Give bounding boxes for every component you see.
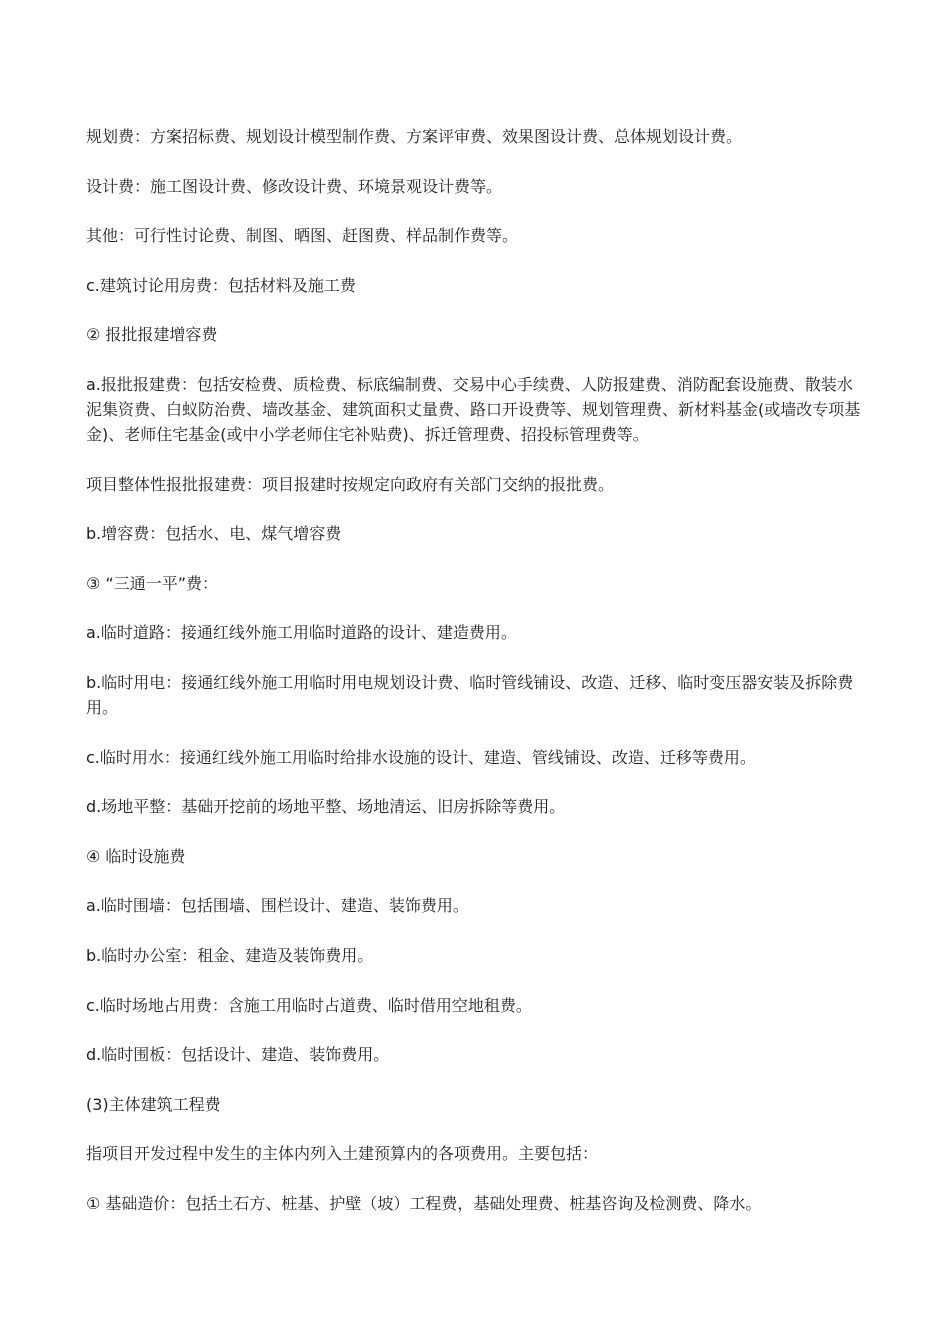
paragraph-research-building-fee: c.建筑讨论用房费：包括材料及施工费 (86, 275, 356, 295)
paragraph-main-building-intro: 指项目开发过程中发生的主体内列入土建预算内的各项费用。主要包括： (86, 1144, 599, 1164)
section-heading-approval-fee: ② 报批报建增容费 (86, 325, 218, 345)
paragraph-temporary-power: b.临时用电：接通红线外施工用临时用电规划设计费、临时管线铺设、改造、迁移、临时变压器安装及拆除费用。 (86, 672, 854, 717)
paragraph-temporary-water: c.临时用水：接通红线外施工用临时给排水设施的设计、建造、管线铺设、改造、迁移等费用。 (86, 747, 756, 767)
section-heading-three-utilities: ③ “三通一平”费： (86, 573, 219, 593)
paragraph-approval-fee-detail: a.报批报建费：包括安检费、质检费、标底编制费、交易中心手续费、人防报建费、消防配套设施费、散装水泥集资费、白蚁防治费、墙改基金、建筑面积丈量费、路口开设费等、规划管理费、新材料基金(或墙改专项基金)、老师住宅基金(或中小学老师住宅补贴费)、拆迁管理费、招投标管理费等。 (86, 374, 861, 444)
paragraph-temporary-board: d.临时围板：包括设计、建造、装饰费用。 (86, 1045, 390, 1065)
paragraph-temporary-office: b.临时办公室：租金、建造及装饰费用。 (86, 945, 374, 965)
paragraph-temporary-wall: a.临时围墙：包括围墙、围栏设计、建造、装饰费用。 (86, 896, 469, 916)
paragraph-other-fee: 其他：可行性讨论费、制图、晒图、赶图费、样品制作费等。 (86, 226, 519, 246)
paragraph-planning-fee: 规划费：方案招标费、规划设计模型制作费、方案评审费、效果图设计费、总体规划设计费。 (86, 127, 743, 146)
paragraph-temporary-road: a.临时道路：接通红线外施工用临时道路的设计、建造费用。 (86, 623, 517, 643)
section-heading-main-building-cost: (3)主体建筑工程费 (86, 1094, 221, 1114)
paragraph-capacity-fee: b.增容费：包括水、电、煤气增容费 (86, 524, 342, 544)
paragraph-site-leveling: d.场地平整：基础开挖前的场地平整、场地清运、旧房拆除等费用。 (86, 797, 566, 817)
paragraph-project-approval-fee: 项目整体性报批报建费：项目报建时按规定向政府有关部门交纳的报批费。 (86, 474, 615, 494)
section-heading-temporary-facilities: ④ 临时设施费 (86, 846, 186, 866)
paragraph-foundation-cost: ① 基础造价：包括土石方、桩基、护壁（坡）工程费，基础处理费、桩基咨询及检测费、降水。 (86, 1193, 762, 1213)
paragraph-design-fee: 设计费：施工图设计费、修改设计费、环境景观设计费等。 (86, 176, 503, 196)
paragraph-temporary-site-use: c.临时场地占用费：含施工用临时占道费、临时借用空地租费。 (86, 995, 532, 1015)
document-body (86, 124, 866, 1240)
